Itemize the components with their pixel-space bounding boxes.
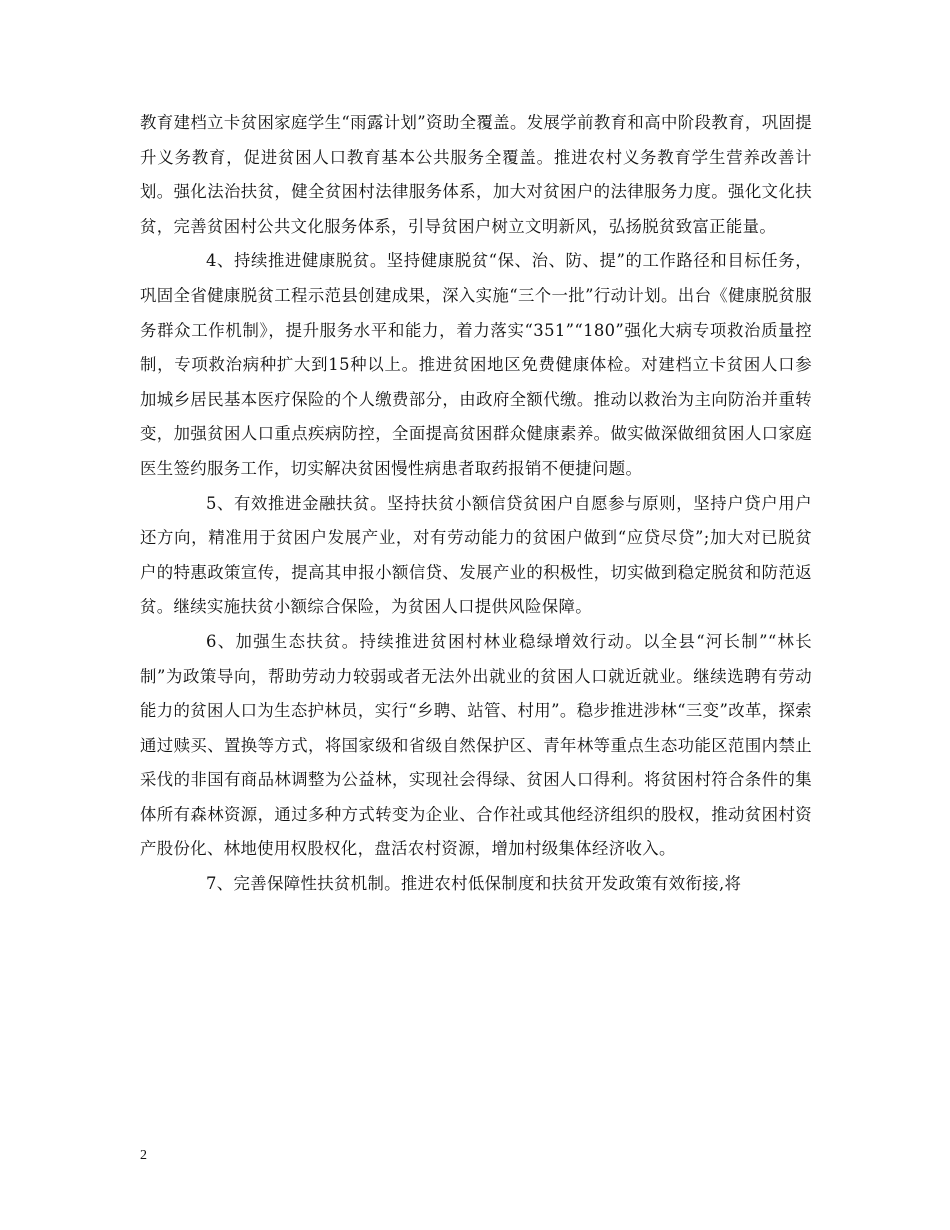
paragraph-education: 教育建档立卡贫困家庭学生“雨露计划”资助全覆盖。发展学前教育和高中阶段教育，巩固提升义务教育，促进贫困人口教育基本公共服务全覆盖。推进农村义务教育学生营养改善计划。强化法治扶贫，健全贫困村法律服务体系，加大对贫困户的法律服务力度。强化文化扶贫，完善贫困村公共文化服务体系，引导贫困户树立文明新风，弘扬脱贫致富正能量。 — [140, 113, 812, 236]
paragraph-security-mechanism: 7、完善保障性扶贫机制。推进农村低保制度和扶贫开发政策有效衔接,将 — [206, 874, 742, 894]
page-number: 2 — [140, 1148, 147, 1163]
paragraph-health-poverty-alleviation: 4、持续推进健康脱贫。坚持健康脱贫“保、治、防、提”的工作路径和目标任务，巩固全省健康脱贫工程示范县创建成果，深入实施“三个一批”行动计划。出台《健康脱贫服务群众工作机制》，提升服务水平和能力，着力落实“351”“180”强化大病专项救治质量控制，专项救治病种扩大到15种以上。推进贫困地区免费健康体检。对建档立卡贫困人口参加城乡居民基本医疗保险的个人缴费部分，由政府全额代缴。推动以救治为主向防治并重转变，加强贫困人口重点疾病防控，全面提高贫困群众健康素养。做实做深做细贫困人口家庭医生签约服务工作，切实解决贫困慢性病患者取药报销不便捷问题。 — [140, 251, 812, 478]
paragraph-financial-poverty-alleviation: 5、有效推进金融扶贫。坚持扶贫小额信贷贫困户自愿参与原则，坚持户贷户用户还方向，精准用于贫困户发展产业，对有劳动能力的贫困户做到“应贷尽贷”;加大对已脱贫户的特惠政策宣传，提高其申报小额信贷、发展产业的积极性，切实做到稳定脱贫和防范返贫。继续实施扶贫小额综合保险，为贫困人口提供风险保障。 — [140, 493, 812, 617]
paragraph-ecological-poverty-alleviation: 6、加强生态扶贫。持续推进贫困村林业稳绿增效行动。以全县“河长制”“林长制”为政策导向，帮助劳动力较弱或者无法外出就业的贫困人口就近就业。继续选聘有劳动能力的贫困人口为生态护林员，实行“乡聘、站管、村用”。稳步推进涉林“三变”改革，探索通过赎买、置换等方式，将国家级和省级自然保护区、青年林等重点生态功能区范围内禁止采伐的非国有商品林调整为公益林，实现社会得绿、贫困人口得利。将贫困村符合条件的集体所有森林资源，通过多种方式转变为企业、合作社或其他经济组织的股权，推动贫困村资产股份化、林地使用权股权化，盘活农村资源，增加村级集体经济收入。 — [140, 631, 812, 859]
document-body — [140, 106, 812, 902]
